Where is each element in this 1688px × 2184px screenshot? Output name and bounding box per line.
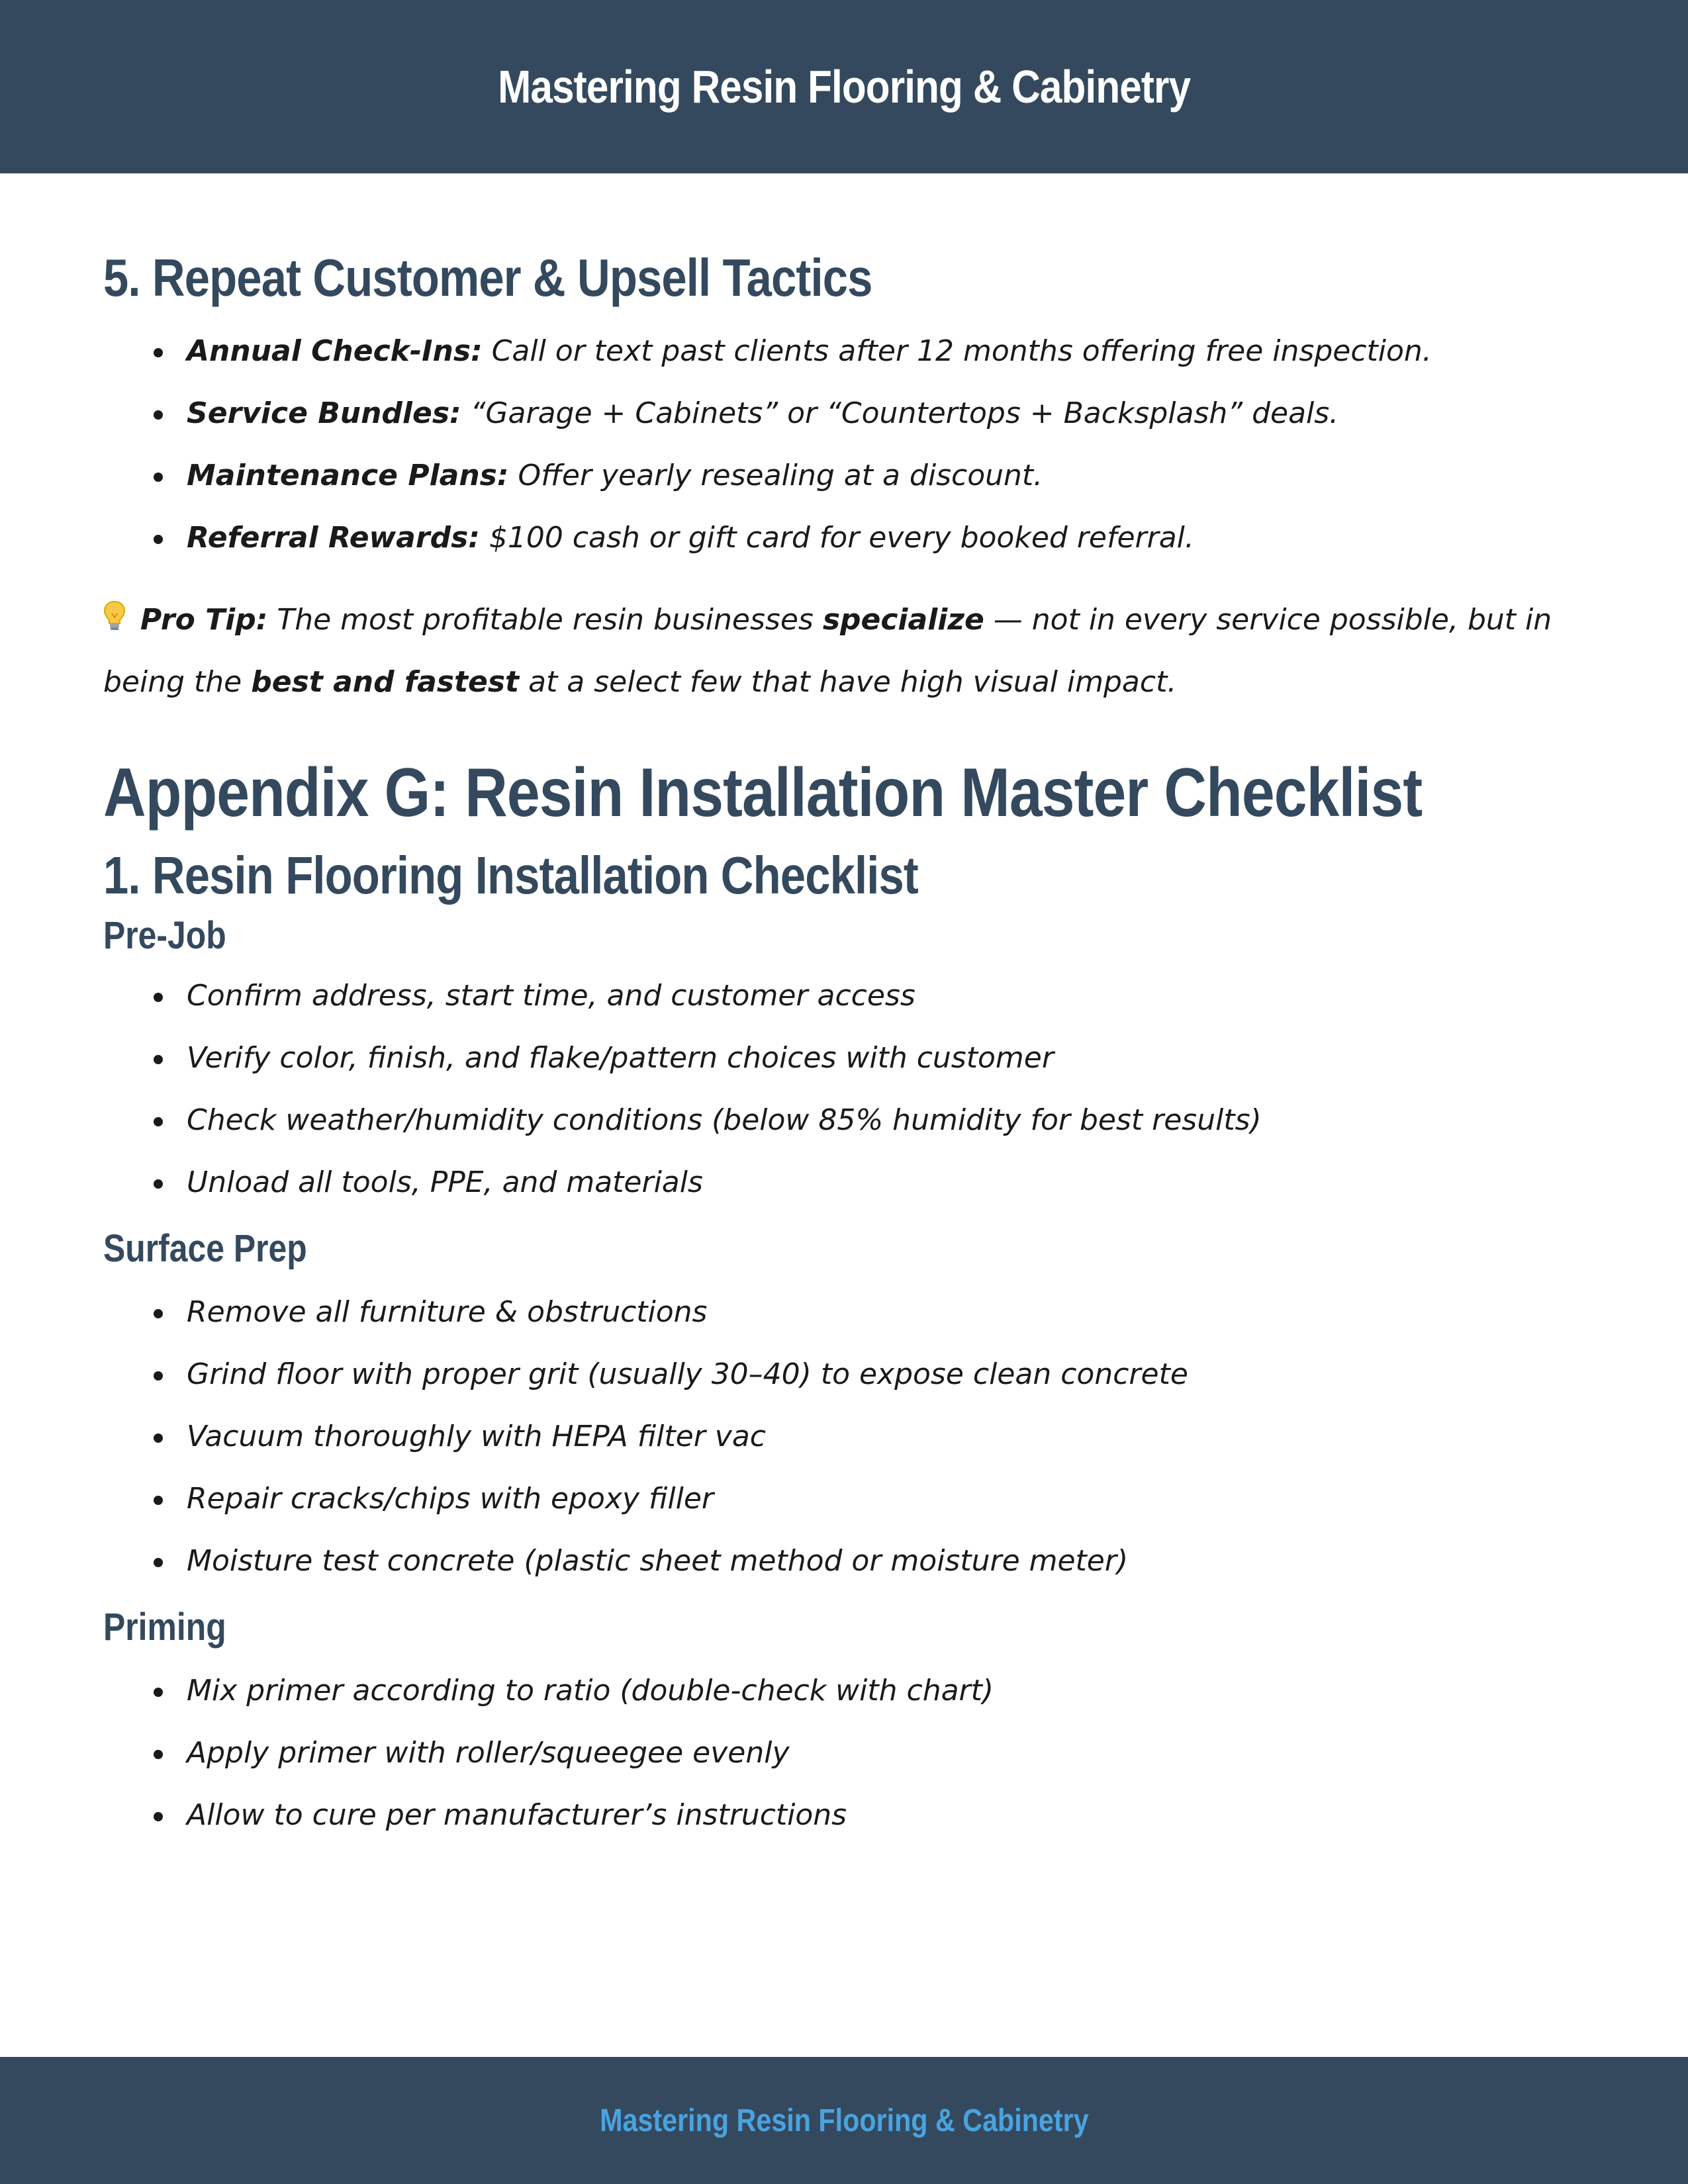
tip-text: The most profitable resin businesses	[267, 603, 823, 637]
list-item: Repair cracks/chips with epoxy filler	[187, 1468, 1586, 1530]
footer-title: Mastering Resin Flooring & Cabinetry	[599, 2103, 1089, 2138]
tip-emphasis: specialize	[822, 603, 984, 637]
list-item: Apply primer with roller/squeegee evenly	[187, 1722, 1586, 1784]
list-item	[187, 445, 1586, 507]
upsell-list	[103, 320, 1586, 569]
item-text: $100 cash or gift card for every booked referral.	[479, 521, 1194, 555]
appendix-heading: Appendix G: Resin Installation Master Checklist	[103, 754, 1423, 831]
list-item	[187, 383, 1586, 445]
pro-tip	[103, 589, 1586, 713]
list-item: Grind floor with proper grit (usually 30–40) to expose clean concrete	[187, 1343, 1586, 1406]
tip-label: Pro Tip:	[140, 603, 268, 637]
list-item: Unload all tools, PPE, and materials	[187, 1152, 1586, 1214]
lightbulb-icon	[103, 592, 126, 618]
checklist	[103, 965, 1586, 1214]
checklist-heading: 1. Resin Flooring Installation Checklist	[103, 846, 918, 905]
item-text: “Garage + Cabinets” or “Countertops + Backsplash” deals.	[461, 396, 1339, 430]
item-label: Referral Rewards:	[187, 521, 480, 555]
checklist	[103, 1281, 1586, 1592]
item-text: Offer yearly resealing at a discount.	[508, 459, 1043, 492]
list-item	[187, 320, 1586, 383]
list-item	[187, 507, 1586, 569]
header-title: Mastering Resin Flooring & Cabinetry	[497, 61, 1191, 113]
list-item: Check weather/humidity conditions (below 85% humidity for best results)	[187, 1089, 1586, 1152]
page-header	[0, 0, 1688, 173]
item-label: Maintenance Plans:	[187, 459, 509, 492]
section-heading: 5. Repeat Customer & Upsell Tactics	[103, 248, 872, 307]
item-text: Call or text past clients after 12 months offering free inspection.	[482, 334, 1432, 368]
group-title-surface-prep: Surface Prep	[103, 1227, 307, 1270]
list-item: Vacuum thoroughly with HEPA filter vac	[187, 1406, 1586, 1468]
group-title-priming: Priming	[103, 1606, 226, 1649]
tip-text: — not in every service possible, but in being the	[103, 603, 1552, 699]
list-item: Moisture test concrete (plastic sheet method or moisture meter)	[187, 1530, 1586, 1592]
item-label: Annual Check-Ins:	[187, 334, 483, 368]
page-footer	[0, 2057, 1688, 2184]
page-content	[103, 238, 1586, 1846]
list-item: Confirm address, start time, and customer access	[187, 965, 1586, 1027]
checklist	[103, 1660, 1586, 1846]
tip-emphasis: best and fastest	[251, 665, 520, 699]
group-title-pre-job: Pre-Job	[103, 914, 226, 957]
list-item: Remove all furniture & obstructions	[187, 1281, 1586, 1343]
list-item: Mix primer according to ratio (double-check with chart)	[187, 1660, 1586, 1722]
tip-text: at a select few that have high visual impact.	[519, 665, 1177, 699]
list-item: Allow to cure per manufacturer’s instructions	[187, 1784, 1586, 1846]
list-item: Verify color, finish, and flake/pattern choices with customer	[187, 1027, 1586, 1089]
item-label: Service Bundles:	[187, 396, 461, 430]
